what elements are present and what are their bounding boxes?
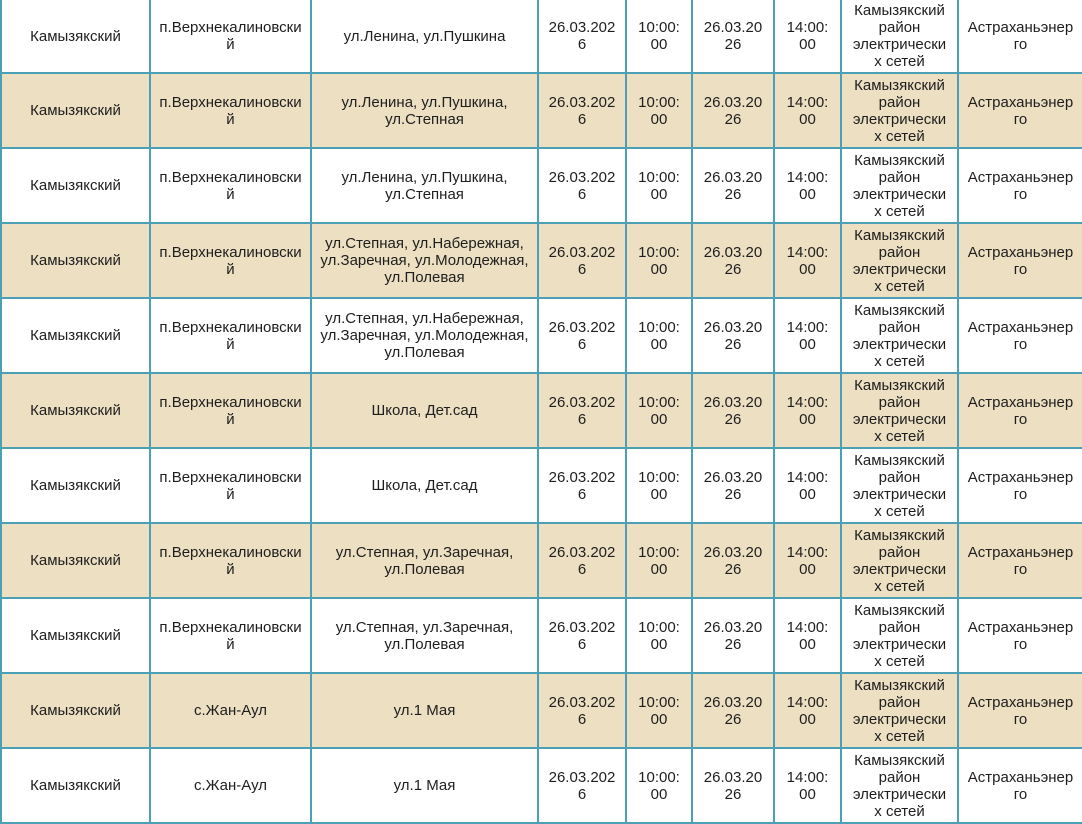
cell-start-date: 26.03.2026 bbox=[538, 373, 626, 448]
cell-end-date: 26.03.2026 bbox=[692, 73, 774, 148]
cell-district: Камызякский bbox=[1, 223, 150, 298]
cell-res: Камызякский район электрических сетей bbox=[841, 448, 958, 523]
cell-end-date: 26.03.2026 bbox=[692, 598, 774, 673]
cell-settlement: п.Верхнекалиновский bbox=[150, 73, 311, 148]
cell-end-time: 14:00:00 bbox=[774, 748, 841, 823]
cell-start-date: 26.03.2026 bbox=[538, 298, 626, 373]
cell-end-date: 26.03.2026 bbox=[692, 748, 774, 823]
table-row bbox=[1, 298, 1082, 373]
cell-settlement: п.Верхнекалиновский bbox=[150, 448, 311, 523]
cell-start-time: 10:00:00 bbox=[626, 673, 692, 748]
cell-streets: ул.Степная, ул.Набережная, ул.Заречная, ул.Молодежная, ул.Полевая bbox=[311, 223, 538, 298]
cell-company: Астраханьэнерго bbox=[958, 0, 1082, 73]
table-row bbox=[1, 148, 1082, 223]
table-row bbox=[1, 673, 1082, 748]
table-row bbox=[1, 748, 1082, 823]
cell-start-time: 10:00:00 bbox=[626, 298, 692, 373]
cell-start-time: 10:00:00 bbox=[626, 523, 692, 598]
cell-start-date: 26.03.2026 bbox=[538, 748, 626, 823]
cell-end-time: 14:00:00 bbox=[774, 73, 841, 148]
cell-start-time: 10:00:00 bbox=[626, 148, 692, 223]
table-row bbox=[1, 0, 1082, 73]
table-row bbox=[1, 448, 1082, 523]
cell-end-time: 14:00:00 bbox=[774, 673, 841, 748]
outage-table-body bbox=[1, 0, 1082, 823]
cell-company: Астраханьэнерго bbox=[958, 298, 1082, 373]
cell-district: Камызякский bbox=[1, 298, 150, 373]
cell-res: Камызякский район электрических сетей bbox=[841, 748, 958, 823]
cell-district: Камызякский bbox=[1, 748, 150, 823]
cell-start-date: 26.03.2026 bbox=[538, 448, 626, 523]
cell-end-date: 26.03.2026 bbox=[692, 298, 774, 373]
cell-start-time: 10:00:00 bbox=[626, 748, 692, 823]
cell-res: Камызякский район электрических сетей bbox=[841, 598, 958, 673]
cell-start-time: 10:00:00 bbox=[626, 0, 692, 73]
table-row bbox=[1, 373, 1082, 448]
cell-end-time: 14:00:00 bbox=[774, 148, 841, 223]
cell-end-time: 14:00:00 bbox=[774, 448, 841, 523]
cell-end-date: 26.03.2026 bbox=[692, 0, 774, 73]
cell-district: Камызякский bbox=[1, 0, 150, 73]
cell-streets: Школа, Дет.сад bbox=[311, 373, 538, 448]
cell-start-date: 26.03.2026 bbox=[538, 73, 626, 148]
cell-streets: ул.1 Мая bbox=[311, 673, 538, 748]
cell-res: Камызякский район электрических сетей bbox=[841, 223, 958, 298]
cell-company: Астраханьэнерго bbox=[958, 598, 1082, 673]
cell-streets: ул.Степная, ул.Заречная, ул.Полевая bbox=[311, 598, 538, 673]
cell-district: Камызякский bbox=[1, 373, 150, 448]
cell-company: Астраханьэнерго bbox=[958, 523, 1082, 598]
cell-streets: ул.Степная, ул.Набережная, ул.Заречная, ул.Молодежная, ул.Полевая bbox=[311, 298, 538, 373]
cell-res: Камызякский район электрических сетей bbox=[841, 673, 958, 748]
cell-start-date: 26.03.2026 bbox=[538, 223, 626, 298]
cell-company: Астраханьэнерго bbox=[958, 448, 1082, 523]
cell-res: Камызякский район электрических сетей bbox=[841, 298, 958, 373]
cell-end-time: 14:00:00 bbox=[774, 298, 841, 373]
cell-streets: Школа, Дет.сад bbox=[311, 448, 538, 523]
cell-company: Астраханьэнерго bbox=[958, 223, 1082, 298]
cell-end-date: 26.03.2026 bbox=[692, 673, 774, 748]
cell-district: Камызякский bbox=[1, 673, 150, 748]
table-row bbox=[1, 523, 1082, 598]
cell-company: Астраханьэнерго bbox=[958, 748, 1082, 823]
table-row bbox=[1, 73, 1082, 148]
cell-end-time: 14:00:00 bbox=[774, 0, 841, 73]
cell-settlement: п.Верхнекалиновский bbox=[150, 298, 311, 373]
cell-settlement: с.Жан-Аул bbox=[150, 673, 311, 748]
cell-settlement: с.Жан-Аул bbox=[150, 748, 311, 823]
cell-company: Астраханьэнерго bbox=[958, 148, 1082, 223]
cell-streets: ул.Степная, ул.Заречная, ул.Полевая bbox=[311, 523, 538, 598]
cell-settlement: п.Верхнекалиновский bbox=[150, 148, 311, 223]
cell-start-time: 10:00:00 bbox=[626, 448, 692, 523]
table-row bbox=[1, 223, 1082, 298]
cell-end-date: 26.03.2026 bbox=[692, 373, 774, 448]
cell-settlement: п.Верхнекалиновский bbox=[150, 598, 311, 673]
cell-settlement: п.Верхнекалиновский bbox=[150, 0, 311, 73]
cell-res: Камызякский район электрических сетей bbox=[841, 73, 958, 148]
cell-company: Астраханьэнерго bbox=[958, 673, 1082, 748]
cell-end-time: 14:00:00 bbox=[774, 523, 841, 598]
cell-district: Камызякский bbox=[1, 148, 150, 223]
cell-start-time: 10:00:00 bbox=[626, 223, 692, 298]
cell-end-time: 14:00:00 bbox=[774, 223, 841, 298]
cell-district: Камызякский bbox=[1, 598, 150, 673]
cell-streets: ул.Ленина, ул.Пушкина bbox=[311, 0, 538, 73]
cell-end-date: 26.03.2026 bbox=[692, 448, 774, 523]
cell-start-time: 10:00:00 bbox=[626, 73, 692, 148]
cell-streets: ул.Ленина, ул.Пушкина, ул.Степная bbox=[311, 73, 538, 148]
cell-streets: ул.1 Мая bbox=[311, 748, 538, 823]
cell-company: Астраханьэнерго bbox=[958, 373, 1082, 448]
cell-start-time: 10:00:00 bbox=[626, 373, 692, 448]
cell-settlement: п.Верхнекалиновский bbox=[150, 373, 311, 448]
table-row bbox=[1, 598, 1082, 673]
cell-start-date: 26.03.2026 bbox=[538, 148, 626, 223]
cell-start-date: 26.03.2026 bbox=[538, 523, 626, 598]
cell-end-time: 14:00:00 bbox=[774, 373, 841, 448]
cell-company: Астраханьэнерго bbox=[958, 73, 1082, 148]
cell-res: Камызякский район электрических сетей bbox=[841, 373, 958, 448]
cell-end-date: 26.03.2026 bbox=[692, 523, 774, 598]
cell-start-time: 10:00:00 bbox=[626, 598, 692, 673]
cell-start-date: 26.03.2026 bbox=[538, 598, 626, 673]
cell-district: Камызякский bbox=[1, 523, 150, 598]
cell-res: Камызякский район электрических сетей bbox=[841, 523, 958, 598]
cell-settlement: п.Верхнекалиновский bbox=[150, 223, 311, 298]
cell-settlement: п.Верхнекалиновский bbox=[150, 523, 311, 598]
cell-end-date: 26.03.2026 bbox=[692, 148, 774, 223]
cell-district: Камызякский bbox=[1, 448, 150, 523]
cell-end-date: 26.03.2026 bbox=[692, 223, 774, 298]
cell-start-date: 26.03.2026 bbox=[538, 673, 626, 748]
cell-district: Камызякский bbox=[1, 73, 150, 148]
cell-res: Камызякский район электрических сетей bbox=[841, 148, 958, 223]
cell-end-time: 14:00:00 bbox=[774, 598, 841, 673]
cell-res: Камызякский район электрических сетей bbox=[841, 0, 958, 73]
cell-start-date: 26.03.2026 bbox=[538, 0, 626, 73]
cell-streets: ул.Ленина, ул.Пушкина, ул.Степная bbox=[311, 148, 538, 223]
